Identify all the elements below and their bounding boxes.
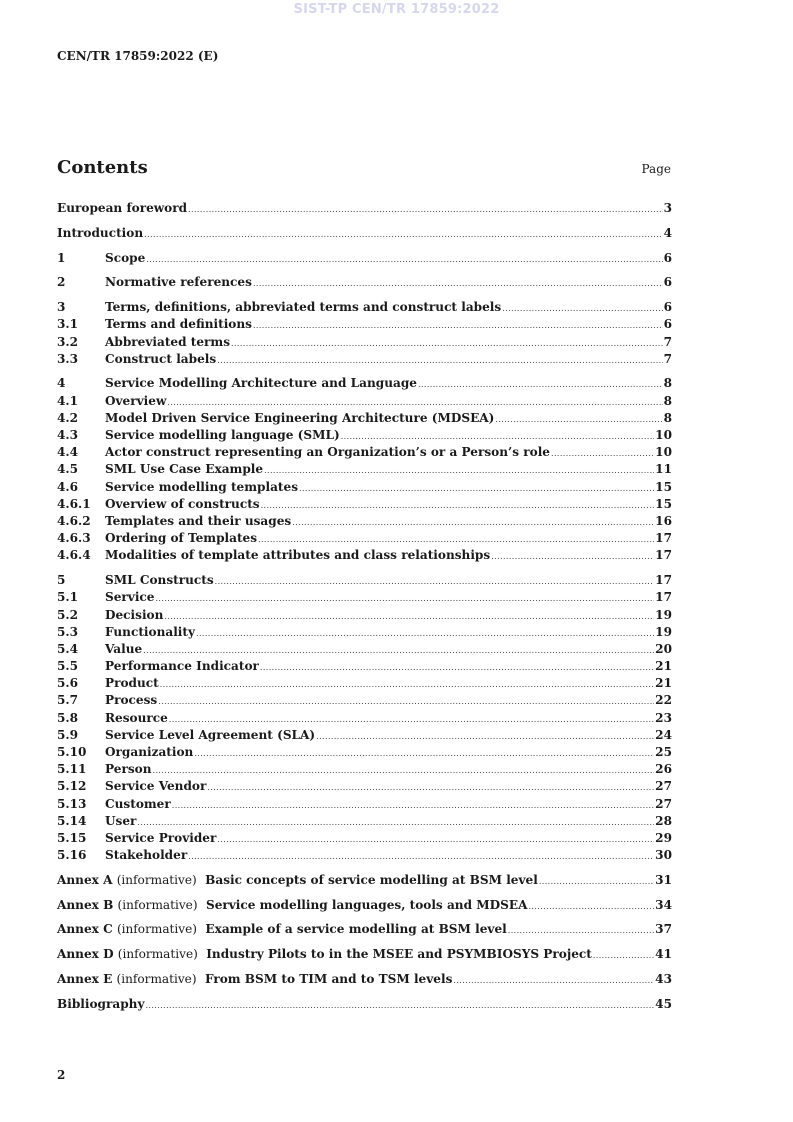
toc-entry-5-1[interactable]	[57, 589, 672, 606]
toc-entry-number: 5.6	[57, 676, 79, 691]
dot-leader	[137, 814, 654, 831]
toc-entry-number: 2	[57, 275, 66, 290]
dot-leader	[528, 898, 654, 915]
toc-entry-number: 4	[57, 376, 66, 391]
toc-entry-number: 5	[57, 573, 66, 588]
annex-type: (informative)	[116, 872, 197, 887]
watermark: SIST-TP CEN/TR 17859:2022	[293, 2, 500, 17]
dot-leader	[196, 625, 654, 642]
annex-label: Annex E	[57, 972, 113, 987]
dot-leader	[155, 590, 654, 607]
toc-entry-page: 27	[655, 779, 672, 794]
toc-entry-number: 4.6.3	[57, 531, 91, 546]
toc-entry-title: Performance Indicator	[105, 659, 259, 674]
toc-entry-page: 23	[655, 710, 672, 725]
toc-entry-number: 4.6.4	[57, 548, 91, 563]
dot-leader	[169, 711, 654, 728]
annex-title: Basic concepts of service modelling at BSM level	[205, 872, 538, 887]
toc-entry-page: 11	[655, 462, 672, 477]
toc-entry-page: 10	[655, 445, 672, 460]
toc-entry-4-5[interactable]	[57, 461, 672, 478]
dot-leader	[261, 497, 655, 514]
dot-leader	[188, 848, 654, 865]
toc-entry-page: 10	[655, 428, 672, 443]
toc-entry-number: 4.6	[57, 479, 79, 494]
annex-label: Annex A	[57, 872, 113, 887]
toc-entry-title: Templates and their usages	[105, 513, 292, 528]
dot-leader	[502, 300, 662, 317]
toc-entry-page: 15	[655, 479, 672, 494]
toc-entry-number: 5.11	[57, 762, 87, 777]
dot-leader	[258, 531, 654, 548]
dot-leader	[172, 797, 654, 814]
toc-entry-page: 25	[655, 745, 672, 759]
toc-entry-title: User	[105, 813, 137, 828]
dot-leader	[316, 728, 654, 745]
toc-entry-number: 5.16	[57, 848, 87, 863]
toc-entry-title: Terms and definitions	[105, 317, 252, 332]
toc-entry-page: 43	[655, 972, 672, 987]
toc-entry-page: 8	[663, 410, 672, 425]
annex-type: (informative)	[116, 972, 197, 987]
toc-entry-5-15[interactable]	[57, 830, 672, 847]
toc-entry-5[interactable]	[57, 572, 672, 589]
dot-leader	[495, 411, 662, 428]
dot-leader	[164, 608, 654, 625]
dot-leader	[264, 462, 654, 479]
annex-type: (informative)	[116, 922, 197, 937]
toc-entry-number: 4.2	[57, 410, 79, 425]
toc-entry-page: 37	[655, 922, 672, 937]
dot-leader	[167, 394, 662, 411]
dot-leader	[299, 480, 654, 497]
dot-leader	[253, 275, 663, 292]
toc-entry-page: 20	[655, 641, 672, 656]
toc-entry-4-6-2[interactable]	[57, 513, 672, 530]
annex-label: Annex C	[57, 922, 113, 937]
toc-entry-page: 45	[655, 996, 672, 1011]
annex-title: Industry Pilots to in the MSEE and PSYMBIOSYS Project	[206, 947, 592, 962]
dot-leader	[145, 997, 654, 1014]
toc-entry-page: 26	[655, 762, 672, 777]
dot-leader	[153, 762, 655, 779]
toc-entry-page: 21	[655, 676, 672, 691]
dot-leader	[551, 445, 654, 462]
toc-entry-4-3[interactable]	[57, 427, 672, 444]
toc-entry-title: Normative references	[105, 275, 252, 290]
toc-entry-page: 29	[655, 830, 672, 845]
toc-entry-title	[57, 946, 592, 963]
toc-entry-page: 7	[663, 351, 672, 366]
toc-entry-title: Overview of constructs	[105, 496, 260, 511]
toc-entry-page: 17	[655, 573, 672, 588]
dot-leader	[292, 514, 654, 531]
toc-entry-5-4[interactable]	[57, 641, 672, 658]
toc-entry-page: 6	[663, 275, 672, 290]
toc-entry-title: SML Constructs	[105, 573, 214, 588]
toc-entry-title: Organization	[105, 745, 194, 759]
toc-entry-page: 30	[655, 848, 672, 863]
toc-entry-annex-c[interactable]	[57, 921, 672, 938]
annex-title: Service modelling languages, tools and MDSEA	[205, 897, 528, 912]
toc-entry-page: 8	[663, 376, 672, 391]
toc-entry-5-16[interactable]	[57, 847, 672, 864]
toc-entry-title: SML Use Case Example	[105, 462, 264, 477]
toc-entry-title: Decision	[105, 607, 164, 622]
toc-entry-title: Model Driven Service Engineering Architecture (MDSEA)	[105, 410, 495, 425]
toc-entry-4-6-4[interactable]	[57, 547, 672, 564]
annex-title: From BSM to TIM and to TSM levels	[204, 972, 453, 987]
toc-entry-page: 4	[663, 225, 672, 240]
toc-entry-page: 19	[655, 607, 672, 622]
toc-entry-4-6[interactable]	[57, 479, 672, 496]
dot-leader	[146, 251, 662, 268]
toc-entry-title: European foreword	[57, 201, 188, 215]
toc-entry-title: Functionality	[105, 624, 196, 639]
toc-entry-number: 3.2	[57, 334, 79, 349]
toc-entry-title: Service modelling templates	[105, 479, 298, 494]
dot-leader	[217, 831, 654, 848]
toc-entry-number: 4.6.1	[57, 496, 91, 511]
toc-entry-page: 22	[655, 693, 672, 708]
dot-leader	[160, 676, 654, 693]
toc-entry-annex-e[interactable]	[57, 971, 672, 988]
toc-entry-page: 15	[655, 496, 672, 511]
toc-entry-annex-b[interactable]	[57, 897, 672, 914]
annex-label: Annex B	[57, 897, 114, 912]
dot-leader	[194, 745, 654, 762]
toc-entry-number: 4.5	[57, 462, 79, 477]
toc-entry-number: 5.13	[57, 796, 87, 811]
toc-entry-number: 5.14	[57, 813, 87, 828]
toc-entry-title: Stakeholder	[105, 848, 188, 863]
toc-entry-3-1[interactable]	[57, 316, 672, 333]
dot-leader	[231, 335, 663, 352]
toc-entry-title: Resource	[105, 710, 168, 725]
toc-entry-title: Scope	[105, 250, 146, 265]
toc-entry-page: 28	[655, 813, 672, 828]
toc-entry-5-3[interactable]	[57, 624, 672, 641]
toc-entry-title: Terms, definitions, abbreviated terms and construct labels	[105, 300, 502, 315]
toc-entry-1[interactable]	[57, 250, 672, 267]
toc-entry-5-8[interactable]	[57, 710, 672, 727]
toc-entry-title: Service modelling language (SML)	[105, 428, 340, 443]
table-of-contents	[57, 200, 672, 1013]
annex-label: Annex D	[57, 947, 114, 962]
toc-entry-number: 4.6.2	[57, 513, 91, 528]
toc-entry-5-6[interactable]	[57, 675, 672, 692]
toc-entry-number: 5.4	[57, 641, 79, 656]
dot-leader	[207, 779, 654, 796]
toc-entry-2[interactable]	[57, 274, 672, 291]
toc-entry-number: 4.3	[57, 428, 79, 443]
dot-leader	[453, 972, 654, 989]
annex-type: (informative)	[117, 897, 198, 912]
toc-entry-foreword[interactable]	[57, 200, 672, 217]
dot-leader	[508, 922, 654, 939]
toc-entry-title: Process	[105, 693, 158, 708]
toc-entry-5-12[interactable]	[57, 778, 672, 795]
dot-leader	[593, 947, 654, 964]
toc-entry-number: 3.3	[57, 351, 79, 366]
toc-entry-annex-d[interactable]	[57, 946, 672, 963]
toc-entry-3-2[interactable]	[57, 334, 672, 351]
dot-leader	[217, 352, 662, 369]
toc-entry-4[interactable]	[57, 375, 672, 392]
toc-entry-page: 7	[663, 334, 672, 349]
toc-entry-title: Service Level Agreement (SLA)	[105, 727, 316, 742]
toc-entry-title: Service Provider	[105, 830, 217, 845]
toc-entry-page: 41	[655, 947, 672, 962]
dot-leader	[539, 873, 654, 890]
annex-title: Example of a service modelling at BSM level	[205, 922, 507, 937]
toc-entry-5-13[interactable]	[57, 796, 672, 813]
toc-entry-title: Product	[105, 676, 159, 691]
dot-leader	[215, 573, 655, 590]
toc-entry-number: 3	[57, 300, 66, 315]
toc-entry-4-6-3[interactable]	[57, 530, 672, 547]
toc-entry-title	[57, 872, 538, 889]
document-identifier: CEN/TR 17859:2022 (E)	[57, 49, 219, 63]
dot-leader	[188, 201, 662, 218]
toc-entry-5-5[interactable]	[57, 658, 672, 675]
toc-entry-page: 21	[655, 659, 672, 674]
toc-entry-page: 17	[655, 548, 672, 563]
dot-leader	[158, 693, 654, 710]
toc-entry-title: Service	[105, 590, 155, 605]
toc-entry-title: Construct labels	[105, 351, 217, 366]
toc-entry-page: 24	[655, 727, 672, 742]
toc-entry-title	[57, 921, 507, 938]
toc-entry-number: 4.1	[57, 393, 79, 408]
toc-entry-4-6-1[interactable]	[57, 496, 672, 513]
toc-entry-number: 5.9	[57, 727, 79, 742]
toc-entry-title: Ordering of Templates	[105, 531, 258, 546]
toc-entry-page: 34	[655, 897, 672, 912]
toc-entry-number: 5.12	[57, 779, 87, 794]
toc-entry-page: 3	[663, 201, 672, 215]
toc-entry-page: 27	[655, 796, 672, 811]
contents-heading: Contents	[57, 157, 148, 178]
toc-entry-title: Modalities of template attributes and class relationships	[105, 548, 491, 563]
dot-leader	[260, 659, 654, 676]
toc-entry-3-3[interactable]	[57, 351, 672, 368]
toc-entry-5-9[interactable]	[57, 727, 672, 744]
toc-entry-page: 17	[655, 590, 672, 605]
toc-entry-title: Service Modelling Architecture and Language	[105, 376, 418, 391]
toc-entry-bibliography[interactable]	[57, 996, 672, 1013]
page-number: 2	[57, 1068, 66, 1082]
toc-entry-page: 6	[663, 250, 672, 265]
toc-entry-title: Actor construct representing an Organization’s or a Person’s role	[105, 445, 551, 460]
toc-entry-title: Service Vendor	[105, 779, 207, 794]
toc-entry-5-7[interactable]	[57, 692, 672, 709]
toc-entry-number: 5.2	[57, 607, 79, 622]
toc-entry-annex-a[interactable]	[57, 872, 672, 889]
toc-entry-page: 8	[663, 393, 672, 408]
dot-leader	[253, 317, 663, 334]
toc-entry-title: Abbreviated terms	[105, 334, 231, 349]
toc-entry-number: 1	[57, 250, 66, 265]
toc-entry-number: 5.15	[57, 830, 87, 845]
toc-entry-4-4[interactable]	[57, 444, 672, 461]
toc-entry-5-2[interactable]	[57, 607, 672, 624]
toc-entry-page: 6	[663, 317, 672, 332]
toc-entry-page: 19	[655, 624, 672, 639]
toc-entry-number: 3.1	[57, 317, 79, 332]
toc-entry-title	[57, 897, 527, 914]
toc-entry-number: 5.5	[57, 659, 79, 674]
toc-entry-number: 5.8	[57, 710, 79, 725]
toc-entry-3[interactable]	[57, 299, 672, 316]
toc-entry-number: 4.4	[57, 445, 79, 460]
dot-leader	[143, 642, 654, 659]
toc-entry-page: 16	[655, 513, 672, 528]
dot-leader	[491, 548, 654, 565]
toc-entry-title: Person	[105, 762, 152, 777]
dot-leader	[418, 376, 663, 393]
toc-entry-5-11[interactable]	[57, 761, 672, 778]
toc-entry-number: 5.1	[57, 590, 79, 605]
toc-entry-5-14[interactable]	[57, 813, 672, 830]
toc-entry-title: Bibliography	[57, 996, 145, 1011]
dot-leader	[341, 428, 654, 445]
toc-entry-4-2[interactable]	[57, 410, 672, 427]
toc-entry-4-1[interactable]	[57, 393, 672, 410]
toc-entry-title: Overview	[105, 393, 167, 408]
toc-entry-5-10[interactable]	[57, 744, 672, 761]
toc-entry-number: 5.3	[57, 624, 79, 639]
toc-entry-title: Value	[105, 641, 143, 656]
toc-entry-introduction[interactable]	[57, 225, 672, 242]
dot-leader	[144, 226, 662, 243]
toc-entry-title: Customer	[105, 796, 171, 811]
toc-entry-title: Introduction	[57, 225, 144, 240]
toc-entry-page: 6	[663, 300, 672, 315]
toc-entry-number: 5.7	[57, 693, 79, 708]
page-column-label: Page	[641, 162, 671, 176]
toc-entry-page: 17	[655, 531, 672, 546]
toc-entry-page: 31	[655, 872, 672, 887]
toc-entry-number: 5.10	[57, 745, 87, 759]
annex-type: (informative)	[117, 947, 198, 962]
toc-entry-title	[57, 971, 452, 988]
